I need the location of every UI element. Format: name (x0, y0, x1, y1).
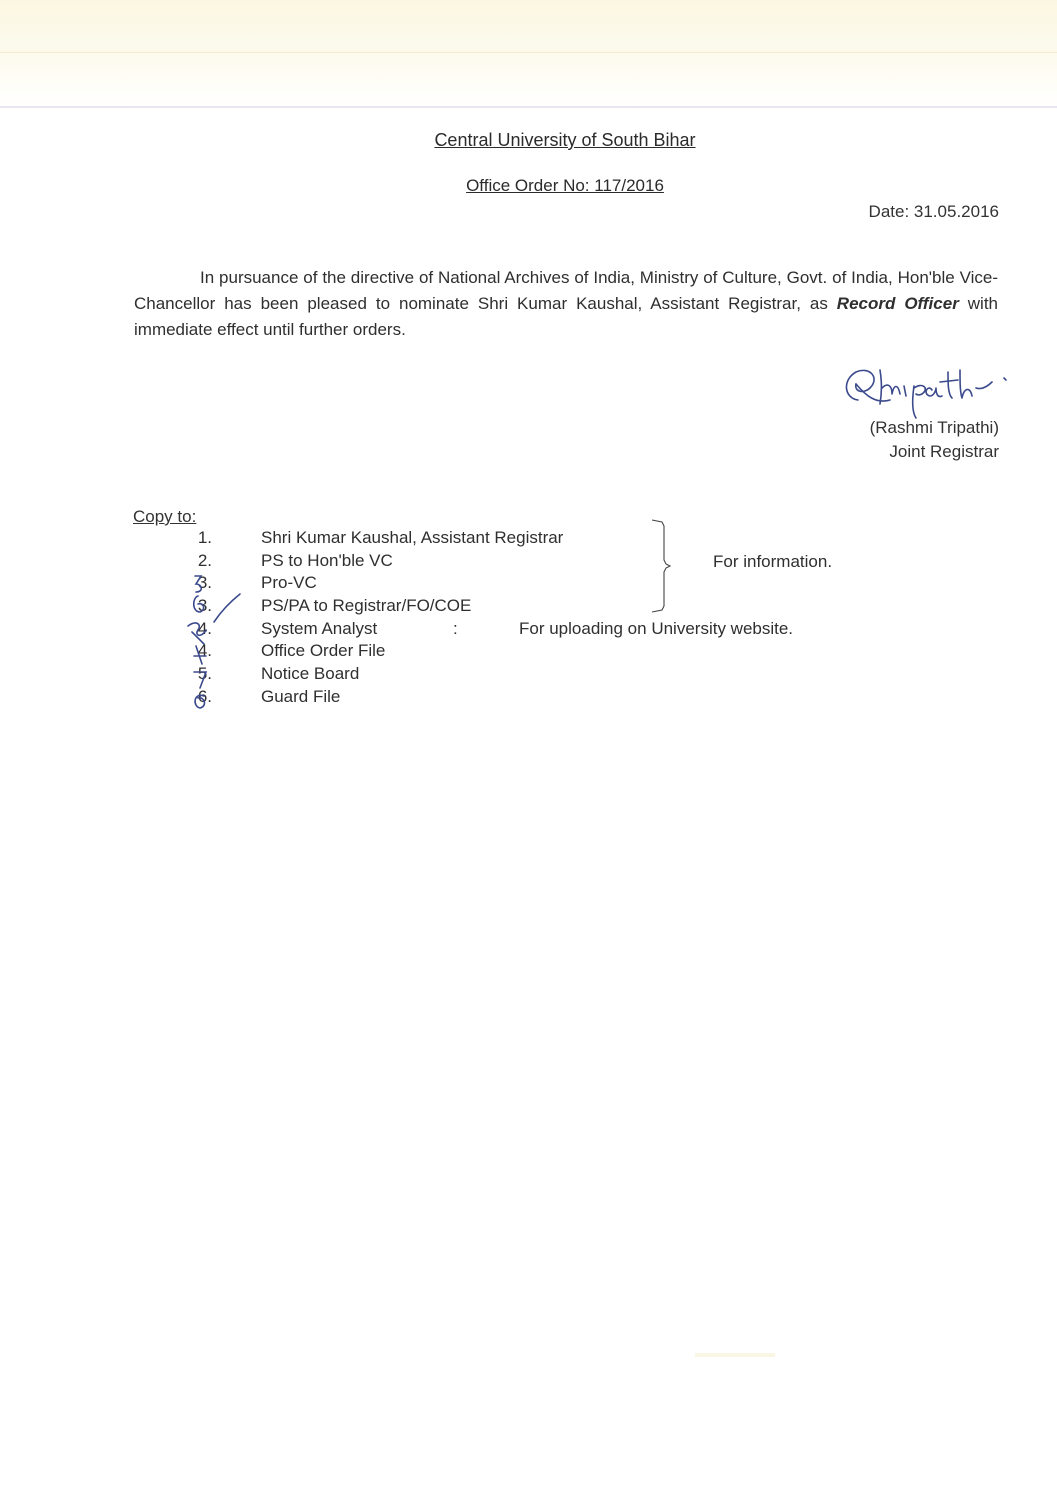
record-officer-emphasis: Record Officer (836, 294, 959, 313)
item-number: 3. (197, 573, 212, 593)
item-number: 3. (197, 596, 212, 616)
item-recipient: Shri Kumar Kaushal, Assistant Registrar (261, 528, 564, 547)
signatory-block (870, 416, 999, 464)
item-number: 5. (197, 664, 212, 684)
order-body-paragraph (134, 265, 998, 343)
scan-artifact-line (0, 52, 1057, 53)
item-recipient: Pro-VC (261, 573, 317, 593)
item-number: 6. (197, 686, 212, 706)
item-number: 2. (197, 550, 212, 570)
university-title: Central University of South Bihar (434, 130, 696, 150)
body-text-part1: In pursuance of the directive of National Archives of India, Ministry of Culture, Govt. of India, Hon'ble Vice-Chancellor has been pleased to nominate Shri Kumar Kaushal, Assistant Registrar, as (134, 268, 998, 313)
order-date: Date: 31.05.2016 (868, 202, 999, 221)
item-recipient: System Analyst (261, 618, 378, 638)
signatory-name: (Rashmi Tripathi) (869, 418, 999, 437)
scan-artifact-speck (695, 1353, 775, 1357)
handwritten-renumbering-marks (180, 572, 250, 717)
item-number: 4. (197, 641, 212, 661)
item-recipient: Notice Board (261, 664, 360, 684)
item-number: 4. (197, 618, 212, 638)
item-recipient: Office Order File (261, 641, 386, 661)
item-recipient: Guard File (261, 686, 341, 706)
item-recipient: PS to Hon'ble VC (261, 550, 393, 570)
office-order-number: Office Order No: 117/2016 (466, 176, 664, 195)
body-text-part2: with immediate effect until further orders. (134, 294, 998, 339)
item-recipient: PS/PA to Registrar/FO/COE (261, 596, 472, 616)
copy-to-label: Copy to: (133, 507, 197, 526)
signatory-designation: Joint Registrar (889, 442, 999, 461)
item-number: 1. (197, 528, 212, 547)
for-information-note: For information. (713, 552, 833, 571)
item-separator: : (453, 618, 458, 638)
scan-edge-line (0, 106, 1057, 108)
right-brace-icon (648, 518, 678, 621)
scan-header-tint (0, 0, 1057, 108)
item-note: For uploading on University website. (519, 618, 794, 638)
